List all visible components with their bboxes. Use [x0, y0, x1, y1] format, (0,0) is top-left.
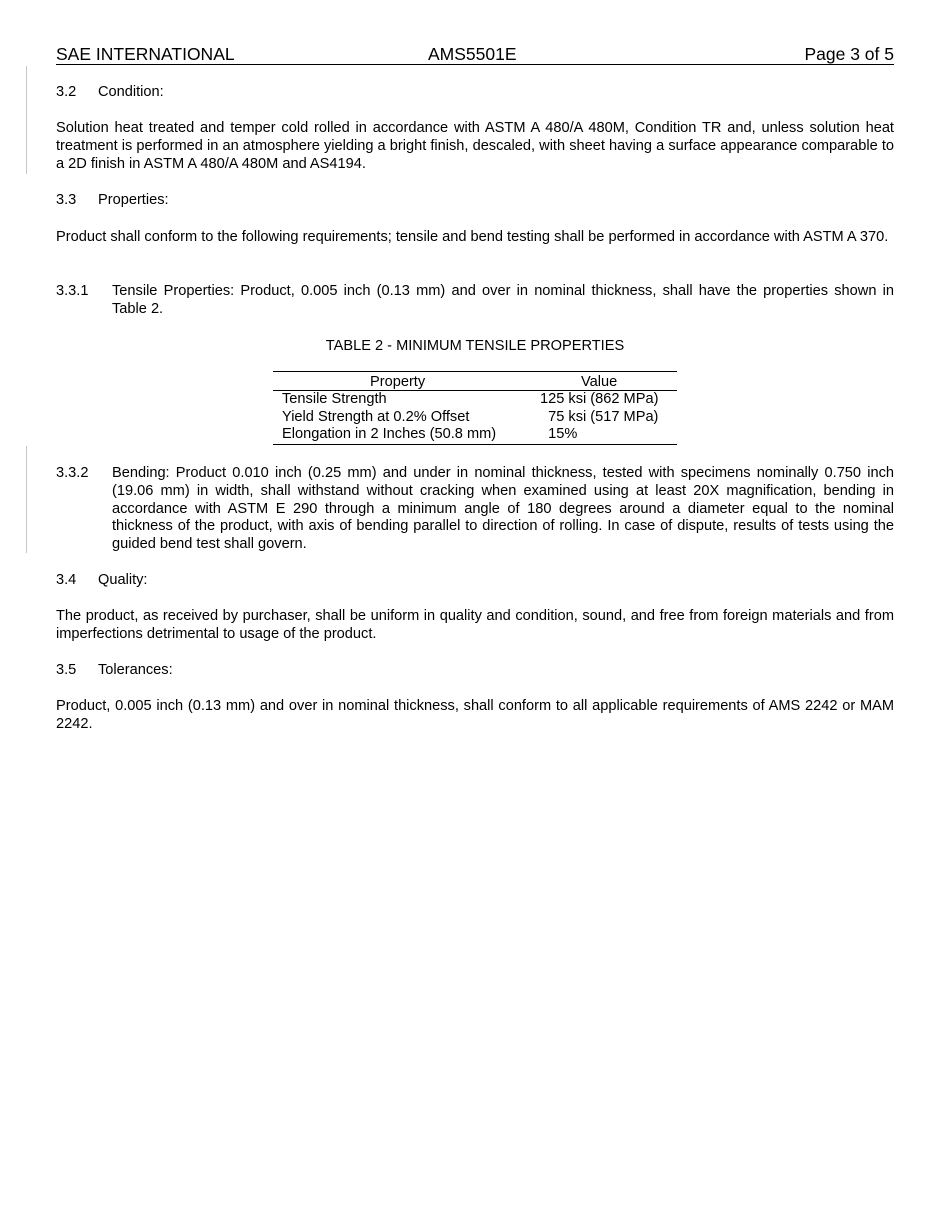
- section-title: Properties:: [98, 192, 169, 208]
- section-number: 3.3.1: [56, 283, 89, 299]
- section-title: Tolerances:: [98, 662, 173, 678]
- section-3-3-1: [56, 283, 894, 319]
- table-cell-property: Yield Strength at 0.2% Offset: [282, 408, 470, 425]
- table-cell-property: Tensile Strength: [282, 391, 387, 407]
- table-cell-value: 75 ksi (517 MPa): [540, 408, 659, 425]
- header-document-id: AMS5501E: [428, 44, 517, 64]
- table-row: [273, 426, 677, 445]
- table-row: [273, 409, 677, 427]
- section-number: 3.2: [56, 84, 77, 100]
- header-page-number: Page 3 of 5: [804, 44, 894, 64]
- section-number: 3.3: [56, 192, 77, 208]
- section-body: Bending: Product 0.010 inch (0.25 mm) and under in nominal thickness, tested with specimens nominally 0.750 inch (19.06 mm) in width, shall withstand without cracking when examined using at least 20X magnification, bending in accordance with ASTM E 290 through a minimum angle of 180 degrees around a diameter equal to the nominal thickness of the product, with axis of bending parallel to direction of rolling. In case of dispute, results of tests using the guided bend test shall govern.: [112, 465, 894, 553]
- table-cell-property: Elongation in 2 Inches (50.8 mm): [282, 426, 497, 443]
- header-organization: SAE INTERNATIONAL: [56, 44, 235, 64]
- column-header-value: Value: [581, 374, 618, 390]
- section-number: 3.4: [56, 572, 77, 588]
- section-3-3-2: [56, 465, 894, 554]
- section-title: Condition:: [98, 84, 164, 100]
- section-3-4-body: The product, as received by purchaser, shall be uniform in quality and condition, sound, and free from foreign materials and from imperfections detrimental to usage of the product.: [56, 608, 894, 642]
- table-header-row: [273, 372, 677, 391]
- section-3-3-body: Product shall conform to the following requirements; tensile and bend testing shall be performed in accordance with ASTM A 370.: [56, 229, 889, 245]
- section-3-5-body: Product, 0.005 inch (0.13 mm) and over in nominal thickness, shall conform to all applicable requirements of AMS 2242 or MAM 2242.: [56, 698, 894, 732]
- section-number: 3.5: [56, 662, 77, 678]
- table-cell-value: 125 ksi (862 MPa): [540, 391, 659, 407]
- change-bar: [26, 446, 27, 553]
- section-3-2-body: Solution heat treated and temper cold rolled in accordance with ASTM A 480/A 480M, Condition TR and, unless solution heat treatment is performed in an atmosphere yielding a bright finish, descaled, with sheet having a surface appearance comparable to a 2D finish in ASTM A 480/A 480M and AS4194.: [56, 120, 894, 172]
- table-cell-value: 15%: [540, 426, 578, 443]
- table-row: [273, 391, 677, 409]
- table-title: TABLE 2 - MINIMUM TENSILE PROPERTIES: [325, 338, 625, 354]
- page-header: [56, 43, 894, 65]
- change-bar: [26, 66, 27, 174]
- section-title: Quality:: [98, 572, 148, 588]
- section-number: 3.3.2: [56, 465, 89, 481]
- column-header-property: Property: [370, 374, 426, 390]
- section-body: Tensile Properties: Product, 0.005 inch (0.13 mm) and over in nominal thickness, shall have the properties shown in Table 2.: [112, 283, 894, 317]
- tensile-properties-table: [273, 371, 677, 445]
